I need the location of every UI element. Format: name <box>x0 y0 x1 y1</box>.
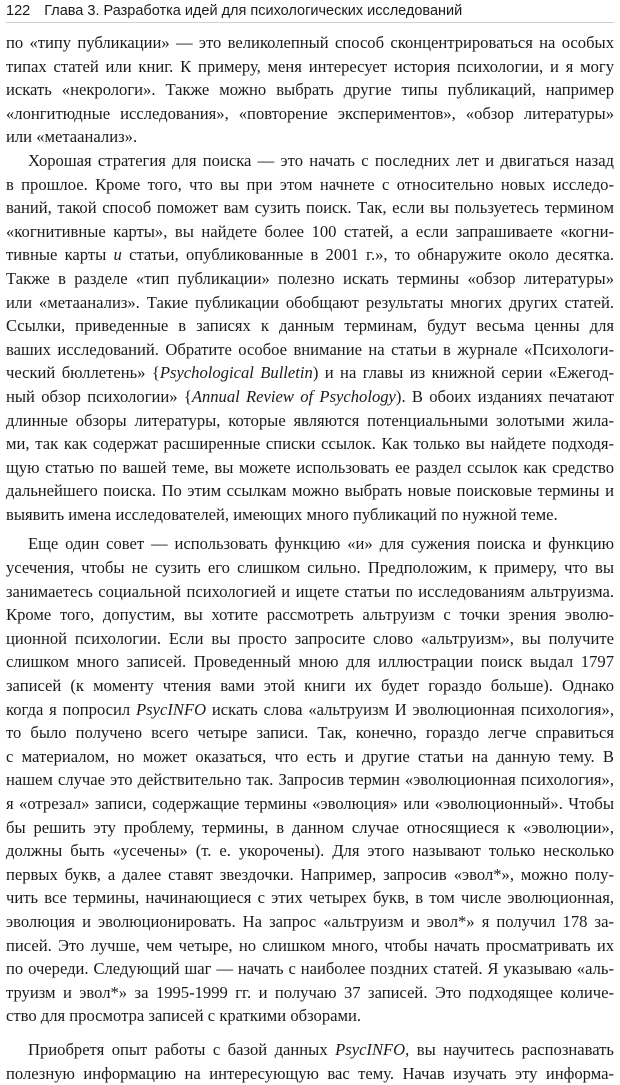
text-line: типах статей или книг. К примеру, меня интересует история психологии, и я могу <box>6 56 614 76</box>
text-line: «когнитивные карты», вы найдете более 100 статей, а если запрашиваете «когни- <box>6 221 614 241</box>
running-title: Глава 3. Разработка идей для психологических исследований <box>44 3 463 19</box>
text-line: полезную информацию на интересующую вас тему. Начав изучать эту информа- <box>6 1063 614 1083</box>
text-line: с материалом, но может оказаться, что есть и другие статьи на данную тему. В <box>6 746 614 766</box>
running-header <box>6 2 614 23</box>
text-line: Ссылки, приведенные в записях к данным терминам, будут весьма ценны для <box>6 316 614 336</box>
text-line: выявить имена исследователей, имеющих много публикаций по нужной теме. <box>6 504 558 524</box>
text-line: когда я попросил PsycINFO искать слова «альтруизм И эволюционная психология», <box>6 699 614 719</box>
text-line: или «метаанализ». <box>6 127 138 147</box>
text-line: усечения, чтобы не сузить его слишком сильно. Предположим, к примеру, что вы <box>6 558 614 578</box>
text-line: эволюция и эволюционировать. На запрос «альтруизм и эвол*» я получил 178 за- <box>6 911 614 931</box>
text-line: записей (к моменту чтения вами этой книги их будет гораздо больше). Однако <box>6 676 614 696</box>
paragraph <box>6 532 614 1027</box>
text-line: Приобретя опыт работы с базой данных PsycINFO, вы научитесь распознавать <box>28 1039 614 1059</box>
text-line: Хорошая стратегия для поиска — это начать с последних лет и двигаться назад <box>28 150 614 170</box>
text-line: Также в разделе «тип публикации» полезно искать термины «обзор литературы» <box>6 268 614 288</box>
text-line: Кроме того, допустим, вы хотите рассмотреть альтруизм с точки зрения эволю- <box>6 605 614 625</box>
text-line: ство для просмотра записей с краткими обзорами. <box>6 1006 362 1026</box>
text-line: нашем случае это действительно так. Запросив термин «эволюционная психология», <box>6 770 614 790</box>
page-body <box>6 31 614 1085</box>
text-line: ваний, такой способ поможет вам сузить поиск. Так, если вы пользуетесь термином <box>6 198 614 218</box>
text-line: должны быть «усечены» (т. е. укорочены). Для этого называют только несколько <box>6 841 614 861</box>
text-line: бы решить эту проблему, термины, в данном случае относящиеся к «эволюции», <box>6 817 614 837</box>
paragraph <box>6 31 614 149</box>
text-line: тивные карты и статьи, опубликованные в 2001 г.», то обнаружите около десятка. <box>6 245 614 265</box>
text-line: щую статью по вашей теме, вы можете использовать ее раздел ссылок как средство <box>6 457 614 477</box>
text-line: или «метаанализ». Такие публикации обобщают результаты многих других статей. <box>6 292 614 312</box>
text-line: «лонгитюдные исследования», «повторение экспериментов», «обзор литературы» <box>6 103 614 123</box>
text-line: я «отрезал» записи, содержащие термины «эволюция» или «эволюционный». Чтобы <box>6 794 614 813</box>
text-line: первых букв, а далее ставят звездочки. Например, запросив «эвол*», можно полу- <box>6 864 614 884</box>
paragraph <box>6 149 614 527</box>
page-number: 122 <box>6 3 31 19</box>
text-line: ционной психологии. Если вы просто запросите слово «альтруизм», вы получите <box>6 628 614 648</box>
text-line: Еще один совет — использовать функцию «и» для сужения поиска и функцию <box>28 534 614 554</box>
text-line: чить все термины, начинающиеся с этих четырех букв, в том числе эволюционная, <box>6 888 614 908</box>
text-line: по очереди. Следующий шаг — начать с наиболее поздних статей. Я указываю «аль- <box>6 959 614 979</box>
text-line: дальнейшего поиска. По этим ссылкам можно выбрать новые поисковые термины и <box>6 481 614 501</box>
text-line: занимаетесь социальной психологией и ищете статьи по исследованиям альтруизма. <box>6 581 614 601</box>
text-line: то было получено всего четыре записи. Так, конечно, гораздо легче справиться <box>6 723 614 743</box>
text-line: длинные обзоры литературы, которые являются потенциальными золотыми жила- <box>6 410 614 430</box>
paragraph <box>6 1038 614 1085</box>
text-line: труизм и эвол*» за 1995-1999 гг. и получаю 37 записей. Это подходящее количе- <box>6 982 614 1002</box>
text-line: ми, так как содержат расширенные списки ссылок. Как только вы найдете подходя- <box>6 434 614 454</box>
text-line: ческий бюллетень» {Psychological Bulletin) и на главы из книжной серии «Ежегод- <box>6 363 614 383</box>
text-line: ный обзор психологии» {Annual Review of Psychology). В обоих изданиях печатают <box>6 386 614 406</box>
text-line: ваших исследований. Обратите особое внимание на статьи в журнале «Психологи- <box>6 339 614 359</box>
text-line: писей. Это лучше, чем четыре, но слишком много, чтобы начать просматривать их <box>6 935 614 955</box>
text-line: слишком много записей. Проведенный мною для иллюстрации поиск выдал 1797 <box>6 652 614 672</box>
text-line: в прошлое. Кроме того, что вы при этом начнете с относительно новых исследо- <box>6 174 614 194</box>
text-line: искать «некрологи». Также можно выбрать другие типы публикаций, например <box>6 80 614 100</box>
text-line: по «типу публикации» — это великолепный способ сконцентрироваться на особых <box>6 33 614 52</box>
